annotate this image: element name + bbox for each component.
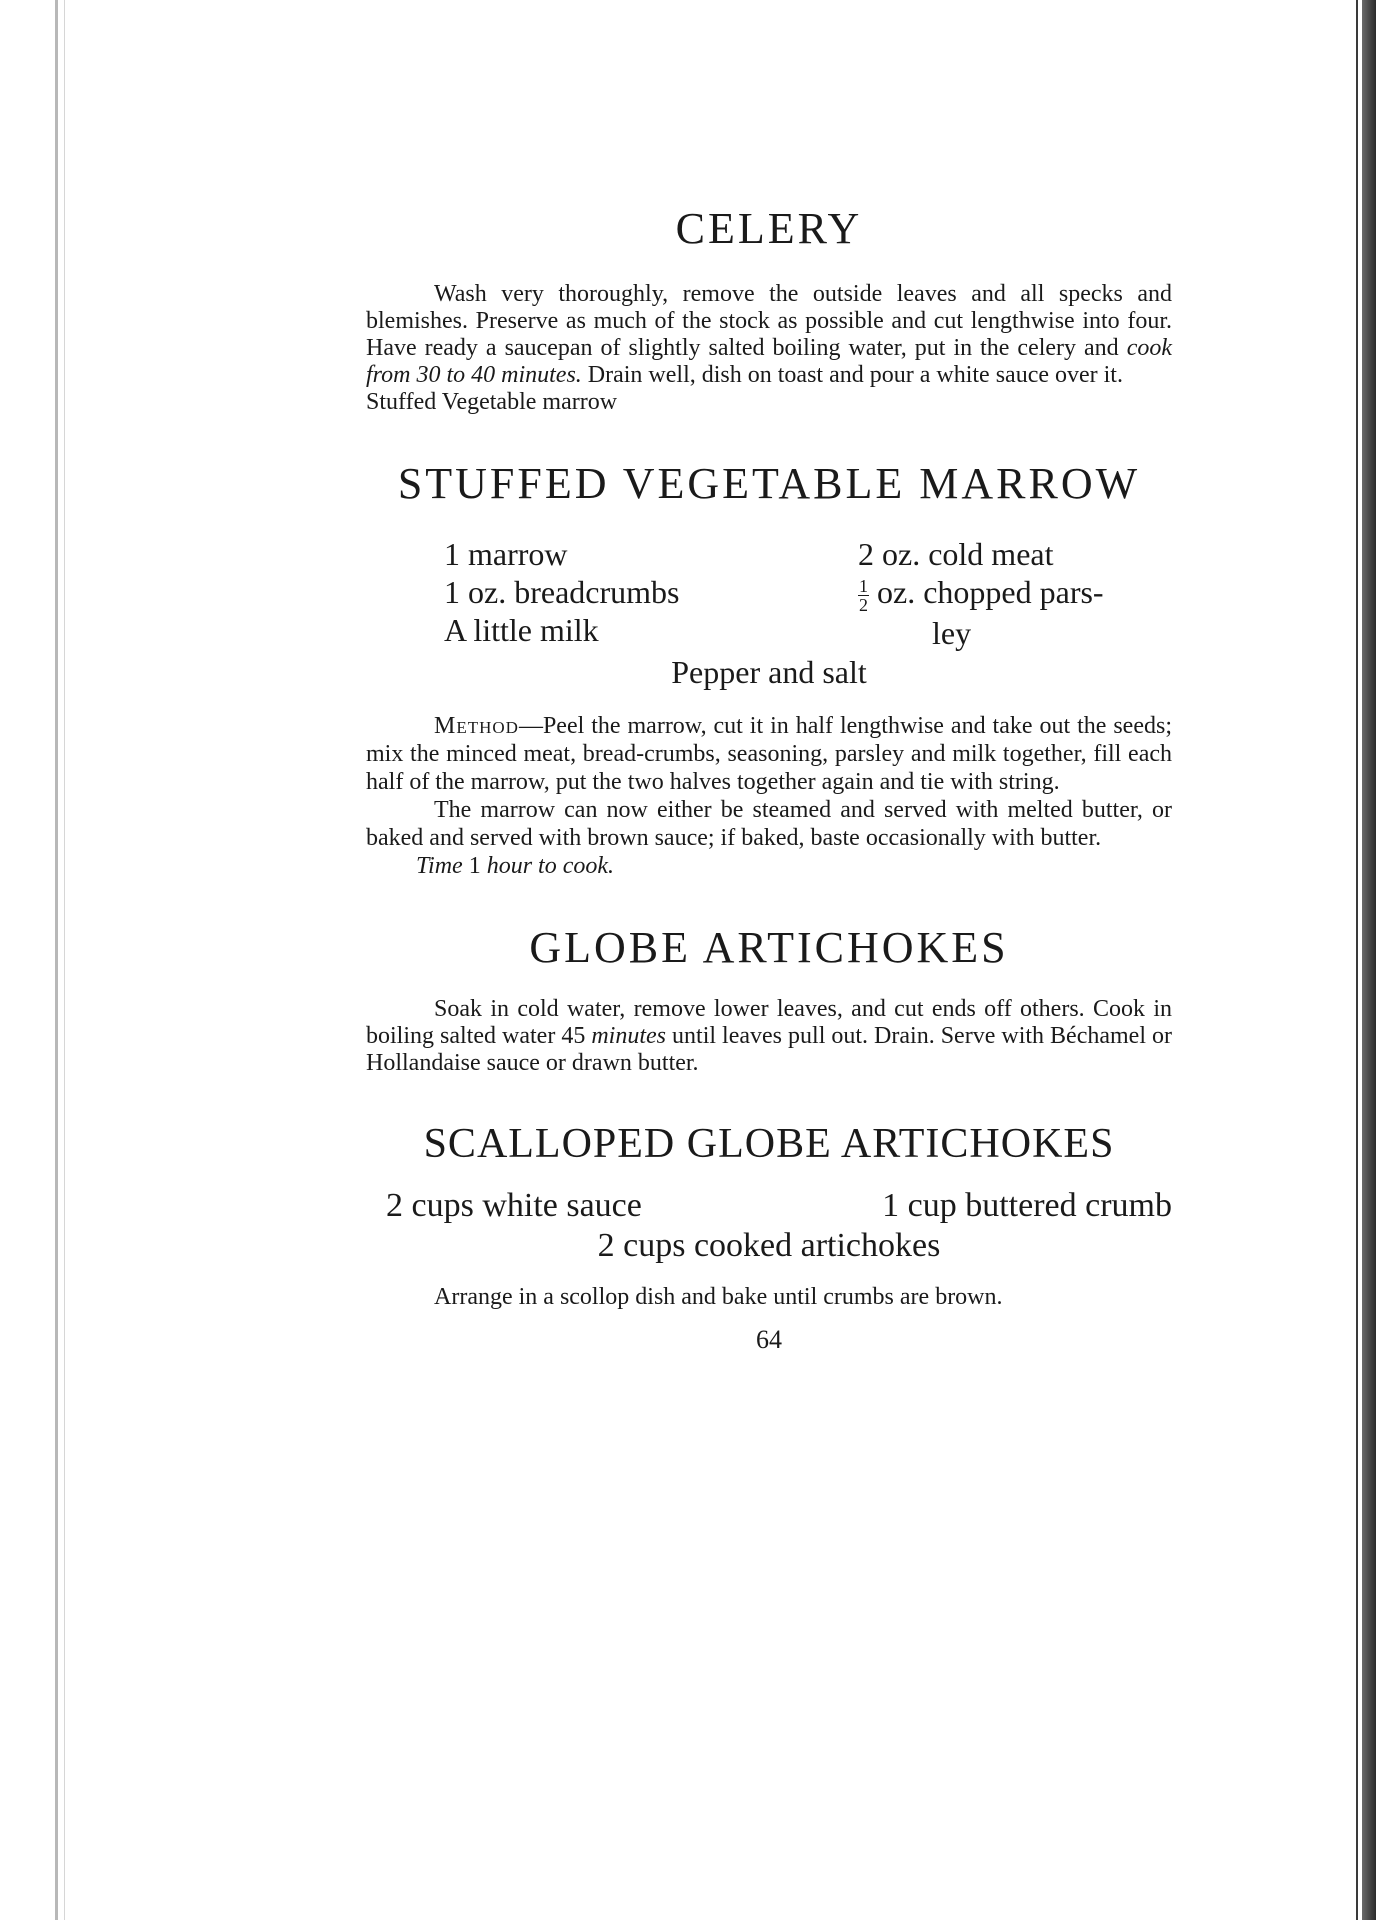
celery-cook-time: cook from 30 to 40 minutes. [366,335,1172,389]
ingredient-item: 2 oz. cold meat [858,535,1054,572]
section-scalloped-artichokes [366,1121,1172,1310]
scalloped-title: SCALLOPED GLOBE ARTICHOKES [423,1121,1115,1168]
section-globe-artichokes [366,924,1172,1077]
ingredient-item-continuation: ley [932,614,972,651]
section-celery [366,205,1172,416]
scalloped-body: Arrange in a scollop dish and bake until crumbs are brown. [434,1283,1003,1310]
page-number: 64 [756,1324,782,1354]
ingredient-item-center: Pepper and salt [671,653,867,690]
method-label: Method [434,712,519,739]
celery-body [366,281,1172,389]
globe-title: GLOBE ARTICHOKES [529,922,1009,972]
ingredient-item: 1 cup buttered crumb [882,1186,1172,1224]
celery-body-text: Wash very thoroughly, remove the outside leaves and all specks and blemishes. Preserve as much of the stock as possible and cut lengthwise into four. Have ready a saucepan of slightly salted boiling water, put in the celery and [366,281,1172,362]
fraction-half: $\frac{1}{2}$ [859,575,868,615]
ingredient-item: 2 cups white sauce [386,1186,642,1224]
scalloped-ingredients [366,1186,1172,1266]
globe-body: Soak in cold water, remove lower leaves, and cut ends off others. Cook in boiling salted water 45 minutes until leaves pull out. Drain. Serve with Béchamel or Hollandaise sauce or drawn butter. [366,996,1173,1077]
page-right-edge-line [1356,0,1358,1920]
marrow-ingredients-right [828,535,1172,652]
celery-title: CELERY [675,204,863,253]
ingredient-item: $\frac{1}{2}$ oz. chopped pars- [859,573,1104,615]
page-left-edge-line [64,0,65,1920]
celery-body-end: Drain well, dish on toast and pour a white sauce over it. [581,362,1123,389]
page-left-edge [55,0,58,1920]
page-right-edge [1362,0,1376,1920]
ingredient-item: 1 marrow [444,535,568,572]
marrow-cook-time: Time 1 hour to cook. [416,852,614,879]
marrow-method [366,712,1172,796]
method-text: —Peel the marrow, cut it in half lengthwise and take out the seeds; mix the minced meat, bread-crumbs, seasoning, parsley and milk together, fill each half of the marrow, put the two halves together again and tie with string. [366,712,1172,795]
marrow-ingredients-left [444,535,788,652]
marrow-title: STUFFED VEGETABLE MARROW [397,459,1141,509]
marrow-method-2: The marrow can now either be steamed and served with melted butter, or baked and served with brown sauce; if baked, baste occasionally with butter. [366,796,1172,851]
ingredient-item: A little milk [444,611,599,648]
page-content [366,205,1172,1355]
section-stuffed-marrow [366,460,1172,880]
ingredient-item-center: 2 cups cooked artichokes [597,1226,941,1264]
marrow-ingredients [366,535,1172,652]
ingredient-item: 1 oz. breadcrumbs [444,573,680,610]
celery-last-line: Stuffed Vegetable marrow [366,389,618,416]
